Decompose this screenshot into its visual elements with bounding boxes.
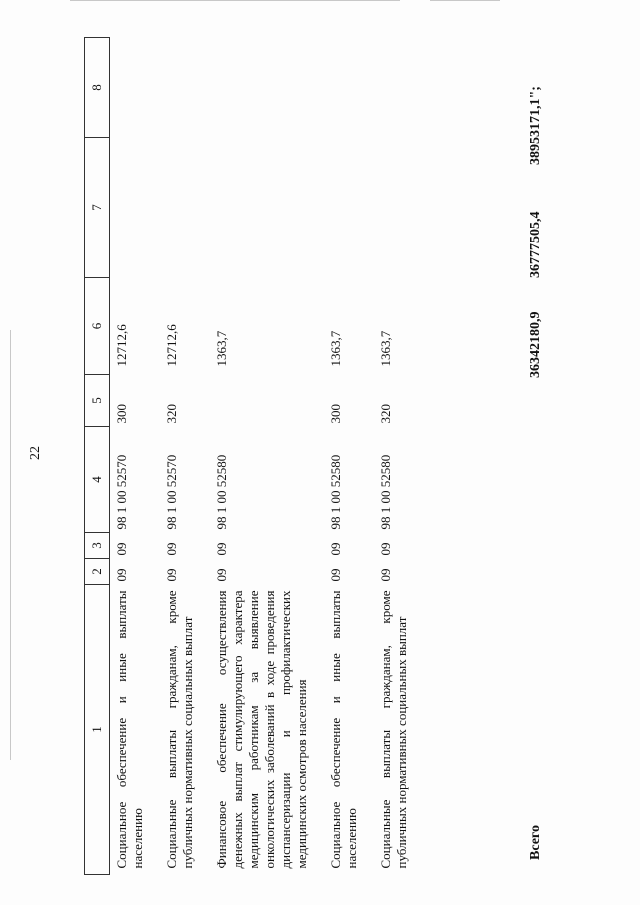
table-row [110, 38, 161, 875]
cell-expense-type: 300 [328, 404, 343, 424]
cell-target-code: 98 1 00 52570 [164, 454, 179, 530]
cell-section: 09 [328, 568, 343, 582]
cell-amount-2 [374, 138, 424, 278]
column-header: 5 [85, 375, 110, 427]
cell-amount-2 [160, 138, 210, 278]
cell-amount: 1363,7 [214, 330, 229, 367]
page-number: 22 [28, 446, 43, 460]
table-row [160, 38, 210, 875]
column-header: 7 [85, 138, 110, 278]
column-header: 3 [85, 533, 110, 559]
cell-target-code: 98 1 00 52580 [378, 454, 393, 530]
cell-amount: 1363,7 [328, 330, 343, 367]
cell-expense-type: 300 [114, 404, 129, 424]
cell-amount: 1363,7 [378, 330, 393, 367]
cell-subsection: 09 [214, 542, 229, 556]
row-name: Социальные выплаты гражданам, кроме публичных нормативных социальных выплат [164, 590, 195, 869]
row-name: Финансовое обеспечение осуществления денежных выплат стимулирующего характера медицинским работникам за выявление онкологических заболеваний в ходе проведения диспансеризации и профилактических медицинских осмотров населения [214, 590, 309, 869]
cell-subsection: 09 [328, 542, 343, 556]
cell-amount-3 [374, 38, 424, 138]
table-header-row [85, 38, 110, 875]
table-row [374, 38, 424, 875]
cell-subsection: 09 [164, 542, 179, 556]
total-amount-col8: 38953171,1"; [528, 86, 543, 165]
cell-section: 09 [214, 568, 229, 582]
cell-target-code: 98 1 00 52570 [114, 454, 129, 530]
column-header: 8 [85, 38, 110, 138]
cell-amount-3 [210, 38, 324, 138]
cell-target-code: 98 1 00 52580 [214, 454, 229, 530]
cell-amount-2 [210, 138, 324, 278]
table-row [324, 38, 374, 875]
cell-amount-3 [160, 38, 210, 138]
cell-expense-type: 320 [164, 404, 179, 424]
cell-subsection: 09 [114, 542, 129, 556]
cell-amount: 12712,6 [164, 324, 179, 367]
table-row [210, 38, 324, 875]
budget-table [84, 37, 424, 875]
column-header: 4 [85, 427, 110, 533]
cell-section: 09 [114, 568, 129, 582]
cell-section: 09 [164, 568, 179, 582]
cell-amount-3 [324, 38, 374, 138]
cell-section: 09 [378, 568, 393, 582]
cell-amount: 12712,6 [114, 324, 129, 367]
column-header: 6 [85, 278, 110, 375]
cell-target-code: 98 1 00 52580 [328, 454, 343, 530]
cell-expense-type [210, 375, 324, 427]
row-name: Социальное обеспечение и иные выплаты населению [328, 590, 359, 869]
row-name: Социальные выплаты гражданам, кроме публичных нормативных социальных выплат [378, 590, 409, 869]
cell-amount-2 [324, 138, 374, 278]
cell-expense-type: 320 [378, 404, 393, 424]
cell-amount-2 [110, 138, 161, 278]
row-name: Социальное обеспечение и иные выплаты населению [114, 590, 145, 869]
total-amount-col7: 36777505,4 [528, 211, 543, 278]
column-header: 2 [85, 559, 110, 585]
total-label: Всего [528, 825, 543, 860]
cell-subsection: 09 [378, 542, 393, 556]
column-header: 1 [85, 585, 110, 875]
total-amount-col6: 36342180,9 [528, 311, 543, 378]
cell-amount-3 [110, 38, 161, 138]
